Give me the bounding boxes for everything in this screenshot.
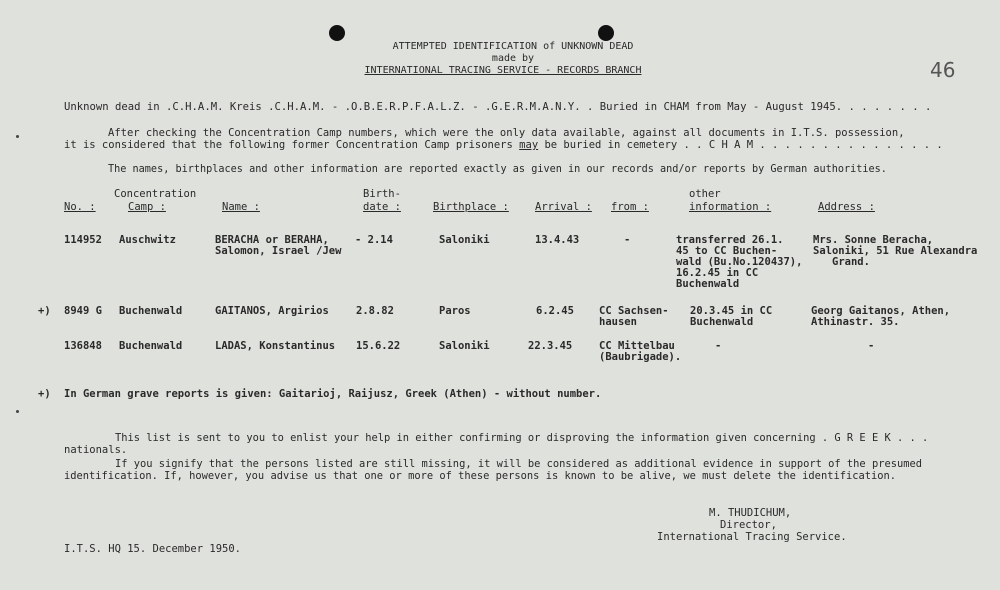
intro-paragraph-line-1: After checking the Concentration Camp numbers, which were the only data available, against all documents in I.T.S. possession,	[108, 127, 905, 139]
col-header-arrival: Arrival :	[535, 201, 592, 213]
margin-speck	[16, 135, 19, 138]
row1-no: 114952	[64, 234, 102, 246]
row1-from: -	[624, 234, 631, 246]
margin-speck	[16, 410, 19, 413]
col-header-camp-top: Concentration	[114, 188, 197, 200]
note-text: In German grave reports is given: Gaitarioj, Raijusz, Greek (Athen) - without number.	[64, 388, 602, 400]
row2-marker: +)	[38, 305, 51, 317]
row3-birthdate: 15.6.22	[356, 340, 401, 352]
row2-from-l1: CC Sachsen-	[599, 305, 669, 317]
row2-birthplace: Paros	[439, 305, 471, 317]
col-header-no: No. :	[64, 201, 96, 213]
col-header-birth-top: Birth-	[363, 188, 401, 200]
row1-other-l3: wald (Bu.No.120437),	[676, 256, 803, 268]
row1-arrival: 13.4.43	[535, 234, 580, 246]
row2-from-l2: hausen	[599, 316, 637, 328]
signature-title: Director,	[720, 519, 777, 531]
closing-p1-line-1: This list is sent to you to enlist your help in either confirming or disproving the information given concerning . G R E E K . . .	[115, 432, 929, 444]
col-header-name: Name :	[222, 201, 260, 213]
intro-paragraph-2: The names, birthplaces and other information are reported exactly as given in our records and/or reports by German authorities.	[108, 164, 887, 175]
row2-arrival: 6.2.45	[536, 305, 574, 317]
col-header-from: from :	[611, 201, 649, 213]
row1-other-l4: 16.2.45 in CC	[676, 267, 759, 279]
row2-no: 8949 G	[64, 305, 102, 317]
unknown-dead-line: Unknown dead in .C.H.A.M. Kreis .C.H.A.M. - .O.B.E.R.P.F.A.L.Z. - .G.E.R.M.A.N.Y. . Buried in CHAM from May - August 1945. . . . . . . .	[64, 101, 932, 113]
row1-other-l1: transferred 26.1.	[676, 234, 784, 246]
row1-birthdate: - 2.14	[355, 234, 393, 246]
header-made-by: made by	[491, 53, 535, 64]
closing-p2-line-2: identification. If, however, you advise us that one or more of these persons is known to be alive, we must delete the identification.	[64, 470, 897, 482]
col-header-birthplace: Birthplace :	[433, 201, 509, 213]
col-header-other-top: other	[689, 188, 721, 200]
row2-other-l1: 20.3.45 in CC	[690, 305, 773, 317]
row1-address-l3: Grand.	[832, 256, 870, 268]
closing-p1-line-2: nationals.	[64, 444, 128, 456]
row3-from-l2: (Baubrigade).	[599, 351, 682, 363]
row2-camp: Buchenwald	[119, 305, 183, 317]
signature-name: M. THUDICHUM,	[709, 507, 792, 519]
row3-from-l1: CC Mittelbau	[599, 340, 675, 352]
row3-arrival: 22.3.45	[528, 340, 573, 352]
row3-name: LADAS, Konstantinus	[215, 340, 336, 352]
header-organization: INTERNATIONAL TRACING SERVICE - RECORDS BRANCH	[364, 65, 642, 76]
row1-other-l2: 45 to CC Buchen-	[676, 245, 778, 257]
note-marker: +)	[38, 388, 51, 400]
row3-other: -	[715, 340, 722, 352]
row2-other-l2: Buchenwald	[690, 316, 754, 328]
signature-org: International Tracing Service.	[657, 531, 847, 543]
row1-address-l1: Mrs. Sonne Beracha,	[813, 234, 934, 246]
row1-name-l1: BERACHA or BERAHA,	[215, 234, 329, 246]
row2-address-l1: Georg Gaitanos, Athen,	[811, 305, 951, 317]
intro-paragraph-line-2: it is considered that the following former Concentration Camp prisoners may be buried in cemetery . . C H A M . . . . . . . . . . . . . . .	[64, 139, 943, 151]
row3-address: -	[868, 340, 875, 352]
row3-no: 136848	[64, 340, 102, 352]
row2-birthdate: 2.8.82	[356, 305, 394, 317]
row3-camp: Buchenwald	[119, 340, 183, 352]
row1-address-l2: Saloniki, 51 Rue Alexandra	[813, 245, 978, 257]
row3-birthplace: Saloniki	[439, 340, 490, 352]
row1-name-l2: Salomon, Israel /Jew	[215, 245, 342, 257]
closing-p2-line-1: If you signify that the persons listed are still missing, it will be considered as additional evidence in support of the presumed	[115, 458, 922, 470]
row1-other-l5: Buchenwald	[676, 278, 740, 290]
row1-birthplace: Saloniki	[439, 234, 490, 246]
page-number: 46	[930, 58, 956, 82]
punch-hole-right	[598, 25, 614, 41]
col-header-address: Address :	[818, 201, 875, 213]
footer-place-date: I.T.S. HQ 15. December 1950.	[64, 543, 242, 555]
col-header-birthdate: date :	[363, 201, 401, 213]
header-title: ATTEMPTED IDENTIFICATION of UNKNOWN DEAD	[392, 41, 634, 52]
col-header-other: information :	[689, 201, 772, 213]
punch-hole-left	[329, 25, 345, 41]
row2-name: GAITANOS, Argirios	[215, 305, 329, 317]
col-header-camp: Camp :	[128, 201, 166, 213]
row1-camp: Auschwitz	[119, 234, 176, 246]
row2-address-l2: Athinastr. 35.	[811, 316, 900, 328]
